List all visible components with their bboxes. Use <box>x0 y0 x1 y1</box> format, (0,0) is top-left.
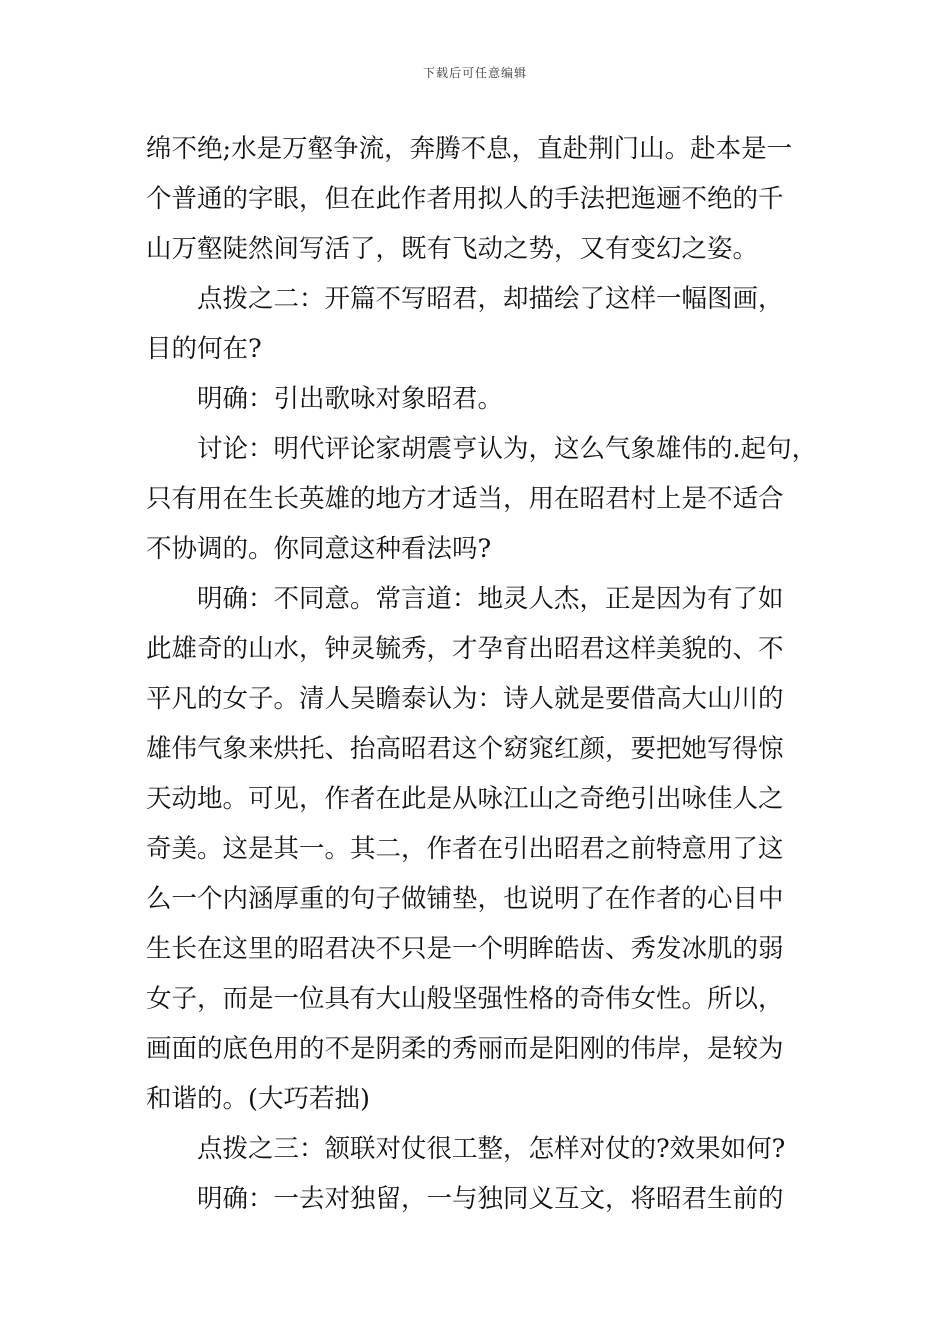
text-line: 只有用在生长英雄的地方才适当，用在昭君村上是不适合 <box>146 484 784 514</box>
text-line: 绵不绝;水是万壑争流，奔腾不息，直赴荆门山。赴本是一 <box>146 134 793 164</box>
text-line: 么一个内涵厚重的句子做铺垫，也说明了在作者的心目中 <box>146 884 784 914</box>
text-line: 奇美。这是其一。其二，作者在引出昭君之前特意用了这 <box>146 834 784 864</box>
text-line: 和谐的。(大巧若拙) <box>146 1084 370 1114</box>
text-line: 女子，而是一位具有大山般坚强性格的奇伟女性。所以， <box>146 984 784 1014</box>
text-line: 明确：引出歌咏对象昭君。 <box>197 384 504 414</box>
text-line: 点拨之三：颔联对仗很工整，怎样对仗的?效果如何? <box>197 1134 786 1164</box>
document-body <box>146 124 816 1224</box>
text-line: 点拨之二：开篇不写昭君，却描绘了这样一幅图画， <box>197 284 784 314</box>
text-line: 目的何在? <box>146 334 262 364</box>
text-line: 此雄奇的山水，钟灵毓秀，才孕育出昭君这样美貌的、不 <box>146 634 784 664</box>
page-header: 下载后可任意编辑 <box>422 66 527 80</box>
text-line: 天动地。可见，作者在此是从咏江山之奇绝引出咏佳人之 <box>146 784 784 814</box>
text-line: 生长在这里的昭君决不只是一个明眸皓齿、秀发冰肌的弱 <box>146 934 784 964</box>
text-line: 讨论：明代评论家胡震亨认为，这么气象雄伟的.起句， <box>197 434 818 464</box>
text-line: 画面的底色用的不是阴柔的秀丽而是阳刚的伟岸，是较为 <box>146 1034 784 1064</box>
text-line: 明确：不同意。常言道：地灵人杰，正是因为有了如 <box>197 584 784 614</box>
text-line: 山万壑陡然间写活了，既有飞动之势，又有变幻之姿。 <box>146 234 759 264</box>
text-line: 平凡的女子。清人吴瞻泰认为：诗人就是要借高大山川的 <box>146 684 784 714</box>
text-line: 个普通的字眼，但在此作者用拟人的手法把迤逦不绝的千 <box>146 184 784 214</box>
text-line: 不协调的。你同意这种看法吗? <box>146 534 492 564</box>
text-line: 雄伟气象来烘托、抬高昭君这个窈窕红颜，要把她写得惊 <box>146 734 784 764</box>
text-line: 明确：一去对独留，一与独同义互文，将昭君生前的 <box>197 1184 784 1214</box>
